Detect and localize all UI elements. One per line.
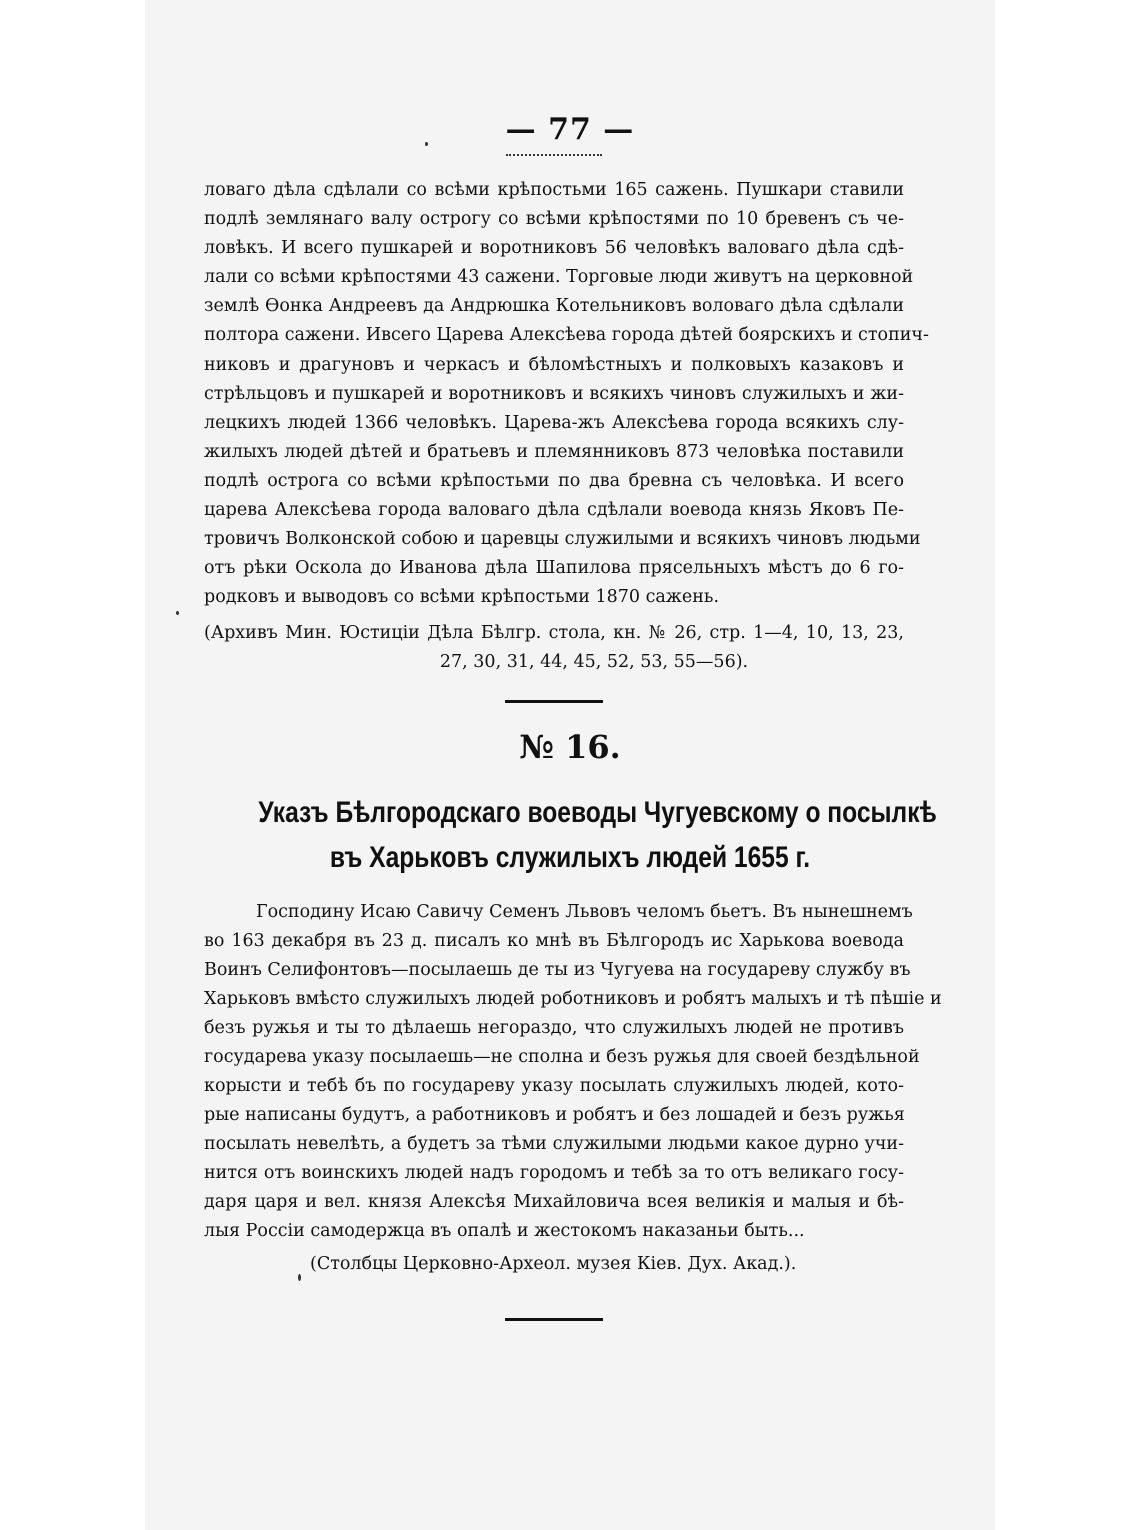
text-line: родковъ и выводовъ со всѣми крѣпостьми 1870 сажень. (204, 587, 720, 608)
text-line: землѣ Ѳонка Андреевъ да Андрюшка Котельниковъ воловаго дѣла сдѣлали (204, 296, 904, 317)
text-line: рые написаны будутъ, а работниковъ и робятъ и без лошадей и безъ ружья (204, 1105, 905, 1125)
title-line: въ Харьковъ служилыхъ людей 1655 г. (329, 841, 811, 874)
text-line: лали со всѣми крѣпостями 43 сажени. Торговые люди живутъ на церковной (204, 267, 914, 288)
archive-citation (204, 619, 904, 677)
citation-line: 27, 30, 31, 44, 45, 52, 53, 55—56). (439, 652, 749, 672)
section-divider (505, 700, 603, 703)
text-line: корысти и тебѣ бъ по государеву указу посылать служилыхъ людей, кото- (204, 1076, 904, 1096)
scan-speck (298, 1274, 301, 1281)
text-line: тровичъ Волконской собою и царевцы служилыми и всякихъ чиновъ людьми (204, 529, 921, 550)
document-text-section-2 (204, 898, 942, 1246)
text-line: Воинъ Селифонтовъ—посылаешь де ты из Чугуева на государеву службу въ (204, 960, 911, 980)
text-line: Харьковъ вмѣсто служилыхъ людей роботниковъ и робятъ малыхъ и тѣ пѣшіе и (204, 989, 942, 1009)
text-line: полтора сажени. Ивсего Царева Алексѣева города дѣтей боярскихъ и стопич- (204, 325, 929, 346)
text-line: нится отъ воинскихъ людей надъ городомъ и тебѣ за то отъ великаго госу- (204, 1163, 904, 1183)
text-line: Господину Исаю Савичу Семенъ Львовъ челомъ бьетъ. Въ нынешнемъ (256, 902, 913, 922)
text-line: стрѣльцовъ и пушкарей и воротниковъ и всякихъ чиновъ служилыхъ и жи- (204, 383, 904, 404)
document-title (258, 790, 937, 880)
text-line: государева указу посылаешь—не сполна и безъ ружья для своей бездѣльной (204, 1047, 920, 1067)
text-line: ловѣкъ. И всего пушкарей и воротниковъ 56 человѣкъ валоваго дѣла сдѣ- (204, 238, 904, 259)
section-divider (505, 1318, 603, 1321)
text-line: подлѣ острога со всѣми крѣпостьми по два бревна съ человѣка. И всего (204, 470, 904, 491)
text-line: царева Алексѣева города валоваго дѣла сдѣлали воевода князь Яковъ Пе- (204, 500, 904, 521)
page-number-underline (506, 154, 602, 159)
page-number: — 77 — (505, 112, 635, 147)
source-citation: (Столбцы Церковно-Археол. музея Кіев. Дух. Акад.). (310, 1254, 797, 1274)
text-line: безъ ружья и ты то дѣлаешь негораздо, что служилыхъ людей не противъ (204, 1018, 904, 1038)
text-line: во 163 декабря въ 23 д. писалъ ко мнѣ въ Бѣлгородъ ис Харькова воевода (204, 931, 904, 951)
text-line: подлѣ землянаго валу острогу со всѣми крѣпостями по 10 бревенъ съ че- (204, 209, 904, 230)
text-line: никовъ и драгуновъ и черкасъ и бѣломѣстныхъ и полковыхъ казаковъ и (204, 354, 904, 375)
text-line: ловаго дѣла сдѣлали со всѣми крѣпостьми 165 сажень. Пушкари ставили (204, 180, 904, 200)
document-number: № 16. (519, 728, 621, 766)
scan-speck (425, 142, 428, 146)
scan-speck (176, 611, 179, 615)
text-line: лецкихъ людей 1366 человѣкъ. Царева-жъ Алексѣева города всякихъ слу- (204, 412, 904, 433)
document-text-section-1 (204, 176, 929, 612)
text-line: отъ рѣки Оскола до Иванова дѣла Шапилова прясельныхъ мѣстъ до 6 го- (204, 558, 904, 579)
text-line: даря царя и вел. князя Алексѣя Михайловича всея великія и малыя и бѣ- (204, 1192, 904, 1212)
text-line: посылать невелѣть, а будетъ за тѣми служилыми людьми какое дурно учи- (204, 1134, 904, 1154)
text-line: лыя Россіи самодержца въ опалѣ и жестокомъ наказаньи быть... (204, 1221, 805, 1241)
citation-line: (Архивъ Мин. Юстиціи Дѣла Бѣлгр. стола, кн. № 26, стр. 1—4, 10, 13, 23, (204, 623, 904, 643)
text-line: жилыхъ людей дѣтей и братьевъ и племянниковъ 873 человѣка поставили (204, 441, 904, 462)
title-line: Указъ Бѣлгородскаго воеводы Чугуевскому о посылкѣ (258, 796, 937, 829)
